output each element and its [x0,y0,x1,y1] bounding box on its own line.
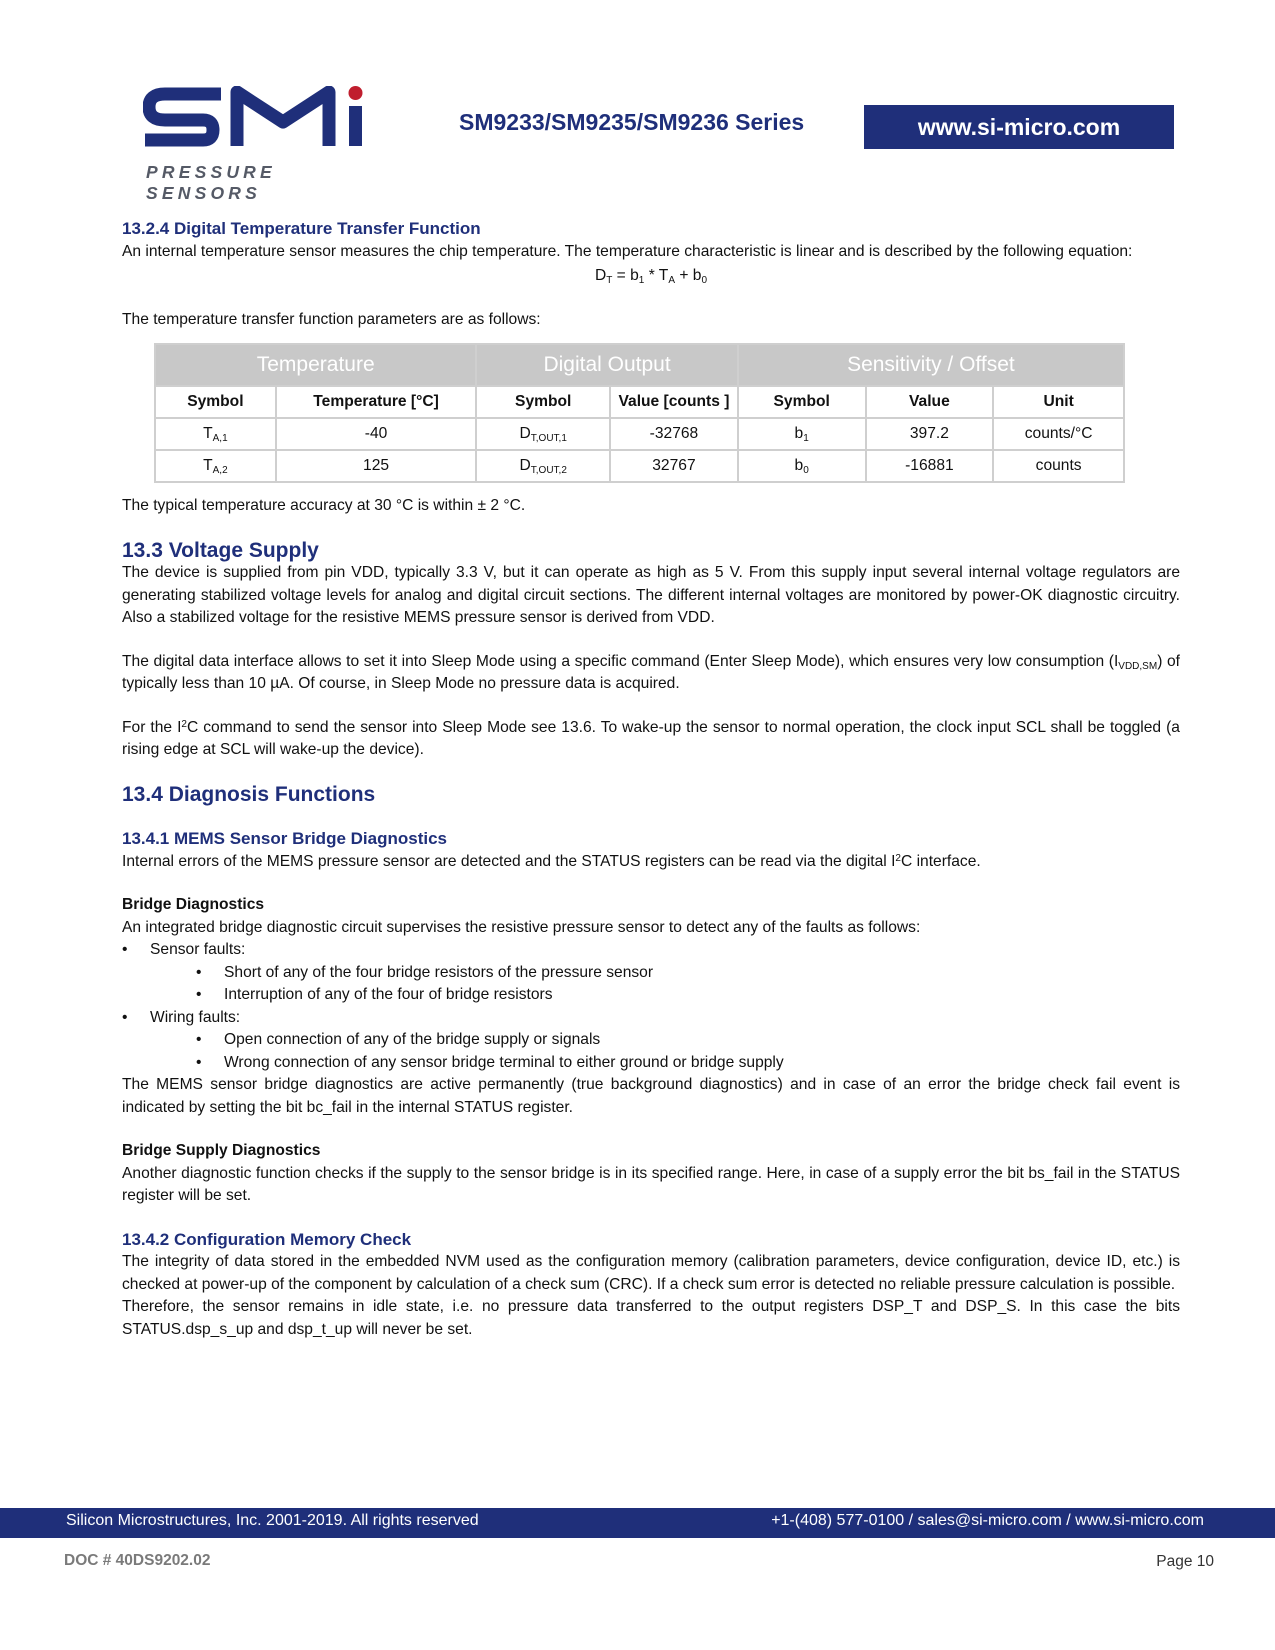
heading-13-4-2: 13.4.2 Configuration Memory Check [122,1229,412,1249]
cell-temp-symbol: $T_{A,2}$ [155,450,276,482]
company-logo [143,86,388,203]
cell-value: 397.2 [866,418,994,450]
cell-counts: 32767 [610,450,738,482]
column-header: Symbol [476,386,610,418]
cell-counts: -32768 [610,418,738,450]
mems-diag-intro: Internal errors of the MEMS pressure sensor are detected and the STATUS registers can be read via the digital $I^2C$ interface. [122,852,981,870]
cell-unit: counts [993,450,1124,482]
list-item: • Open connection of any of the bridge supply or signals [196,1031,601,1048]
footer-contact[interactable]: +1-(408) 577-0100 / sales@si-micro.com / www.si-micro.com [771,1512,1204,1529]
series-title: SM9233/SM9235/SM9236 Series [459,109,805,135]
config-memory-p1: The integrity of data stored in the embedded NVM used as the configuration memory (calibration parameters, device configuration, device ID, etc.) is checked at power-up of the component by calculation of a check sum (CRC). If a check sum error is detected no reliable pressure calculation is possible. [122,1253,1180,1293]
voltage-supply-p2: The digital data interface allows to set it into Sleep Mode using a specific command (Enter Sleep Mode), which ensures very low consumption $(I_{VDD,SM})$ of typically less than 10 µA. Of course, in Sleep Mode no pressure data is acquired. [122,652,1180,692]
column-header: Symbol [155,386,276,418]
voltage-supply-p1: The device is supplied from pin VDD, typically 3.3 V, but it can operate as high as 5 V. From this supply input several internal voltage regulators are generating stabilized voltage levels for analog and digital circuit sections. The different internal voltages are monitored by power-OK diagnostic circuitry. Also a stabilized voltage for the resistive MEMS pressure sensor is derived from VDD. [122,564,1180,626]
column-header: Symbol [738,386,866,418]
heading-13-4: 13.4 Diagnosis Functions [122,782,376,806]
cell-coef-symbol: $b_0$ [738,450,866,482]
cell-output-symbol: $D_{T,OUT,1}$ [476,418,610,450]
footer-copyright: Silicon Microstructures, Inc. 2001-2019. All rights reserved [66,1512,479,1529]
group-header-temperature: Temperature [155,344,476,386]
cell-temperature: 125 [276,450,477,482]
bridge-supply-text: Another diagnostic function checks if the supply to the sensor bridge is in its specified range. Here, in case of a supply error the bit bs_fail in the STATUS register will be set. [122,1164,1180,1204]
table-row [155,418,1124,450]
accuracy-note: The typical temperature accuracy at 30 °C is within ± 2 °C. [122,497,526,514]
document-body [122,218,1180,1341]
cell-unit: counts/°C [993,418,1124,450]
wiring-fault-list [122,1029,1180,1074]
group-header-sensitivity-offset: Sensitivity / Offset [738,344,1124,386]
config-memory-p2: Therefore, the sensor remains in idle state, i.e. no pressure data transferred to the output registers DSP_T and DSP_S. In this case the bits STATUS.dsp_s_up and dsp_t_up will never be set. [122,1298,1180,1338]
cell-coef-symbol: $b_1$ [738,418,866,450]
temperature-equation: $D_T = b_1 * T_A + b_0$ [594,267,708,286]
cell-output-symbol: $D_{T,OUT,2}$ [476,450,610,482]
doc-number: DOC # 40DS9202.02 [64,1552,211,1569]
column-header: Value [counts ] [610,386,738,418]
heading-13-3: 13.3 Voltage Supply [122,538,319,562]
logo-tagline: PRESSURE SENSORS [146,162,276,203]
page-number: Page 10 [1156,1553,1214,1570]
sensor-fault-list [122,962,1180,1007]
cell-temperature: -40 [276,418,477,450]
heading-13-2-4: 13.2.4 Digital Temperature Transfer Function [122,219,481,238]
cell-value: -16881 [866,450,994,482]
heading-13-4-1: 13.4.1 MEMS Sensor Bridge Diagnostics [122,829,447,848]
list-item: • Short of any of the four bridge resistors of the pressure sensor [196,963,654,981]
voltage-supply-p3: For the $I^2C$ command to send the sensor into Sleep Mode see 13.6. To wake-up the sensor to normal operation, the clock input SCL shall be toggled (a rising edge at SCL will wake-up the device). [122,718,1180,758]
temperature-parameters-table [154,343,1125,483]
fault-list [122,939,1180,962]
list-item: • Interruption of any of the four of bridge resistors [196,986,553,1003]
bridge-supply-title: Bridge Supply Diagnostics [122,1142,321,1159]
column-header: Temperature [°C] [276,386,477,418]
website-badge[interactable]: www.si-micro.com [864,105,1174,149]
params-intro: The temperature transfer function parameters are as follows: [122,310,541,328]
smi-logo-mark [143,86,388,158]
table-row [155,450,1124,482]
group-header-digital-output: Digital Output [476,344,737,386]
temp-sensor-intro: An internal temperature sensor measures the chip temperature. The temperature characteristic is linear and is described by the following equation: [122,242,1133,260]
column-header: Unit [993,386,1124,418]
bridge-diagnostics-title: Bridge Diagnostics [122,896,265,913]
footer-bar [0,1508,1275,1538]
list-item: • Wrong connection of any sensor bridge terminal to either ground or bridge supply [196,1053,784,1071]
list-item: • Wiring faults: [122,1008,241,1026]
bridge-diagnostics-intro: An integrated bridge diagnostic circuit supervises the resistive pressure sensor to detect any of the faults as follows: [122,918,921,936]
cell-temp-symbol: $T_{A,1}$ [155,418,276,450]
bridge-diagnostics-note: The MEMS sensor bridge diagnostics are active permanently (true background diagnostics) and in case of an error the bridge check fail event is indicated by setting the bit bc_fail in the internal STATUS register. [122,1076,1180,1116]
list-item: • Sensor faults: [122,941,246,958]
column-header: Value [866,386,994,418]
